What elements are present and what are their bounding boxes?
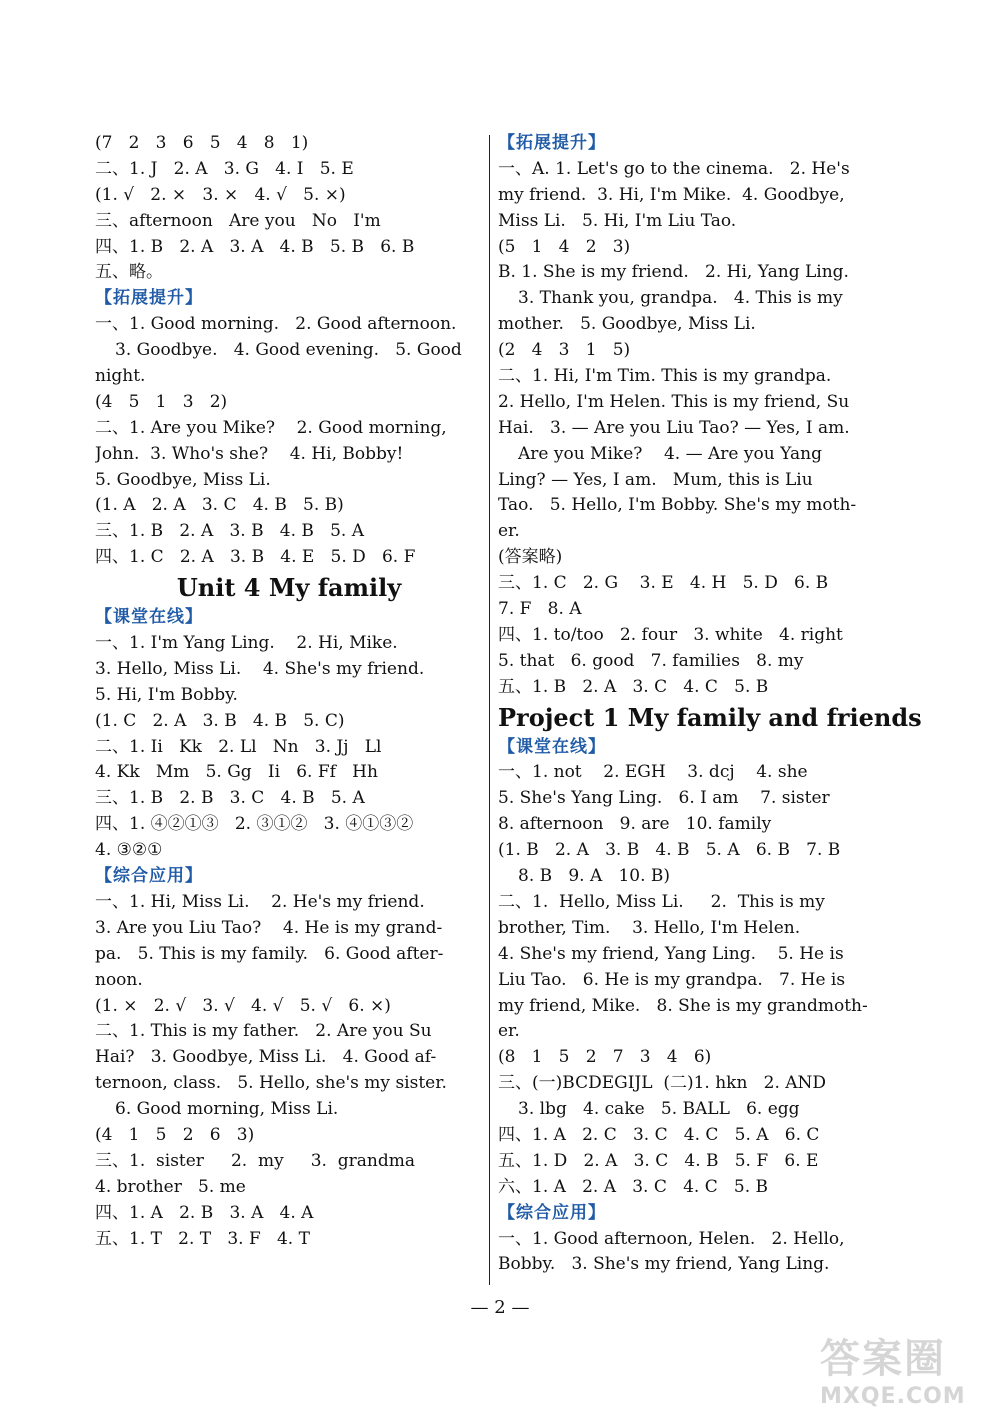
answer-line: er. <box>498 521 520 542</box>
page-number: — 2 — <box>470 1297 530 1318</box>
answer-line: 三、1. C 2. G 3. E 4. H 5. D 6. B <box>498 573 829 594</box>
answer-line: 五、1. D 2. A 3. C 4. B 5. F 6. E <box>498 1150 819 1171</box>
answer-line: Tao. 5. Hello, I'm Bobby. She's my moth- <box>498 495 857 516</box>
watermark-logo <box>820 1327 990 1412</box>
section-label: 【拓展提升】 <box>95 288 203 309</box>
watermark-bottom: MXQE.COM <box>820 1384 966 1409</box>
answer-line: 5. Goodbye, Miss Li. <box>95 469 271 490</box>
answer-line: 五、1. B 2. A 3. C 4. C 5. B <box>498 676 769 697</box>
answer-line: 三、1. B 2. B 3. C 4. B 5. A <box>95 788 365 809</box>
answer-line: 2. Hello, I'm Helen. This is my friend, Su <box>498 391 850 412</box>
answer-line: my friend. 3. Hi, I'm Mike. 4. Goodbye, <box>498 184 845 205</box>
answer-line: 五、1. T 2. T 3. F 4. T <box>95 1228 310 1249</box>
answer-line: Liu Tao. 6. He is my grandpa. 7. He is <box>498 969 846 990</box>
unit-heading: Project 1 My family and friends <box>498 702 922 732</box>
answer-line: 一、1. Hi, Miss Li. 2. He's my friend. <box>95 891 425 912</box>
answer-line: 二、1. Hello, Miss Li. 2. This is my <box>498 891 825 912</box>
answer-line: 一、1. Good afternoon, Helen. 2. Hello, <box>498 1228 845 1249</box>
answer-line: (1. √ 2. × 3. × 4. √ 5. ×) <box>95 184 346 205</box>
answer-line: (1. B 2. A 3. B 4. B 5. A 6. B 7. B <box>498 840 841 861</box>
watermark-top: 答案圈 <box>820 1336 946 1382</box>
answer-line: (8 1 5 2 7 3 4 6) <box>498 1047 712 1068</box>
answer-line: 四、1. A 2. C 3. C 4. C 5. A 6. C <box>498 1124 820 1145</box>
answer-line: 4. She's my friend, Yang Ling. 5. He is <box>498 943 844 964</box>
answer-line: Miss Li. 5. Hi, I'm Liu Tao. <box>498 210 737 231</box>
unit-heading: Unit 4 My family <box>176 573 402 603</box>
answer-line: 四、1. C 2. A 3. B 4. E 5. D 6. F <box>95 547 416 568</box>
answer-line: 二、1. Hi, I'm Tim. This is my grandpa. <box>498 366 832 387</box>
answer-line: B. 1. She is my friend. 2. Hi, Yang Ling. <box>498 262 849 283</box>
answer-line: 4. Kk Mm 5. Gg Ii 6. Ff Hh <box>95 762 378 783</box>
answer-line: 二、1. Are you Mike? 2. Good morning, <box>95 417 447 438</box>
answer-line: (1. × 2. √ 3. √ 4. √ 5. √ 6. ×) <box>95 995 391 1016</box>
answer-line: 四、1. to/too 2. four 3. white 4. right <box>498 624 843 645</box>
answer-line: pa. 5. This is my family. 6. Good after- <box>95 943 444 964</box>
section-label: 【综合应用】 <box>95 866 203 887</box>
answer-line: 六、1. A 2. A 3. C 4. C 5. B <box>498 1176 769 1197</box>
answer-line: John. 3. Who's she? 4. Hi, Bobby! <box>95 443 404 464</box>
answer-line: 一、A. 1. Let's go to the cinema. 2. He's <box>498 158 850 179</box>
answer-line: Hai. 3. — Are you Liu Tao? — Yes, I am. <box>498 417 850 438</box>
answer-line: 3. lbg 4. cake 5. BALL 6. egg <box>518 1099 800 1120</box>
answer-line: ternoon, class. 5. Hello, she's my sister. <box>95 1073 447 1094</box>
answer-line: (答案略) <box>498 547 563 568</box>
answer-line: 5. She's Yang Ling. 6. I am 7. sister <box>498 788 830 809</box>
left-column <box>95 131 483 1252</box>
answer-line: (1. C 2. A 3. B 4. B 5. C) <box>95 710 345 731</box>
answer-line: (7 2 3 6 5 4 8 1) <box>95 133 309 153</box>
right-column <box>498 131 922 1278</box>
answer-line: 二、1. J 2. A 3. G 4. I 5. E <box>95 158 354 179</box>
answer-line: 二、1. Ii Kk 2. Ll Nn 3. Jj Ll <box>95 736 382 757</box>
section-label: 【综合应用】 <box>498 1202 606 1223</box>
section-label: 【拓展提升】 <box>498 133 606 153</box>
answer-line: brother, Tim. 3. Hello, I'm Helen. <box>498 917 801 938</box>
answer-line: 4. ③②① <box>95 840 163 861</box>
answer-line: 5. Hi, I'm Bobby. <box>95 684 238 705</box>
answer-line: 7. F 8. A <box>498 599 582 620</box>
answer-line: (5 1 4 2 3) <box>498 236 631 257</box>
section-label: 【课堂在线】 <box>498 736 606 757</box>
answer-line: 四、1. ④②①③ 2. ③①② 3. ④①③② <box>95 814 414 835</box>
answer-line: 三、1. B 2. A 3. B 4. B 5. A <box>95 521 364 542</box>
section-label: 【课堂在线】 <box>95 607 203 628</box>
answer-line: (2 4 3 1 5) <box>498 340 631 361</box>
answer-line: Ling? — Yes, I am. Mum, this is Liu <box>498 469 813 490</box>
answer-line: (1. A 2. A 3. C 4. B 5. B) <box>95 495 344 516</box>
answer-line: 二、1. This is my father. 2. Are you Su <box>95 1021 432 1042</box>
answer-line: 三、afternoon Are you No I'm <box>95 210 381 231</box>
answer-line: 3. Goodbye. 4. Good evening. 5. Good <box>115 340 462 361</box>
answer-line: Hai? 3. Goodbye, Miss Li. 4. Good af- <box>95 1047 437 1068</box>
answer-line: 四、1. B 2. A 3. A 4. B 5. B 6. B <box>95 236 415 257</box>
answer-line: (4 5 1 3 2) <box>95 391 228 412</box>
answer-line: 4. brother 5. me <box>95 1176 246 1197</box>
answer-line: 5. that 6. good 7. families 8. my <box>498 650 804 671</box>
answer-line: 一、1. I'm Yang Ling. 2. Hi, Mike. <box>95 633 398 654</box>
answer-line: 四、1. A 2. B 3. A 4. A <box>95 1202 314 1223</box>
answer-line: 3. Are you Liu Tao? 4. He is my grand- <box>95 917 443 938</box>
answer-line: 一、1. Good morning. 2. Good afternoon. <box>95 314 457 335</box>
answer-line: 一、1. not 2. EGH 3. dcj 4. she <box>498 762 808 783</box>
answer-line: 三、(一)BCDEGIJL (二)1. hkn 2. AND <box>498 1073 827 1094</box>
answer-line: mother. 5. Goodbye, Miss Li. <box>498 314 756 335</box>
answer-line: 五、略。 <box>95 262 163 283</box>
answer-line: 8. B 9. A 10. B) <box>518 866 671 887</box>
answer-line: 8. afternoon 9. are 10. family <box>498 814 772 835</box>
answer-line: my friend, Mike. 8. She is my grandmoth- <box>498 995 868 1016</box>
column-divider <box>489 135 490 1285</box>
answer-line: 3. Thank you, grandpa. 4. This is my <box>518 288 843 309</box>
answer-line: Bobby. 3. She's my friend, Yang Ling. <box>498 1254 830 1275</box>
answer-line: Are you Mike? 4. — Are you Yang <box>518 443 822 464</box>
answer-line: noon. <box>95 969 143 990</box>
answer-line: night. <box>95 366 146 387</box>
answer-line: 6. Good morning, Miss Li. <box>115 1099 339 1120</box>
answer-line: (4 1 5 2 6 3) <box>95 1124 255 1145</box>
answer-line: 3. Hello, Miss Li. 4. She's my friend. <box>95 658 425 679</box>
answer-line: 三、1. sister 2. my 3. grandma <box>95 1150 415 1171</box>
answer-line: er. <box>498 1021 520 1042</box>
